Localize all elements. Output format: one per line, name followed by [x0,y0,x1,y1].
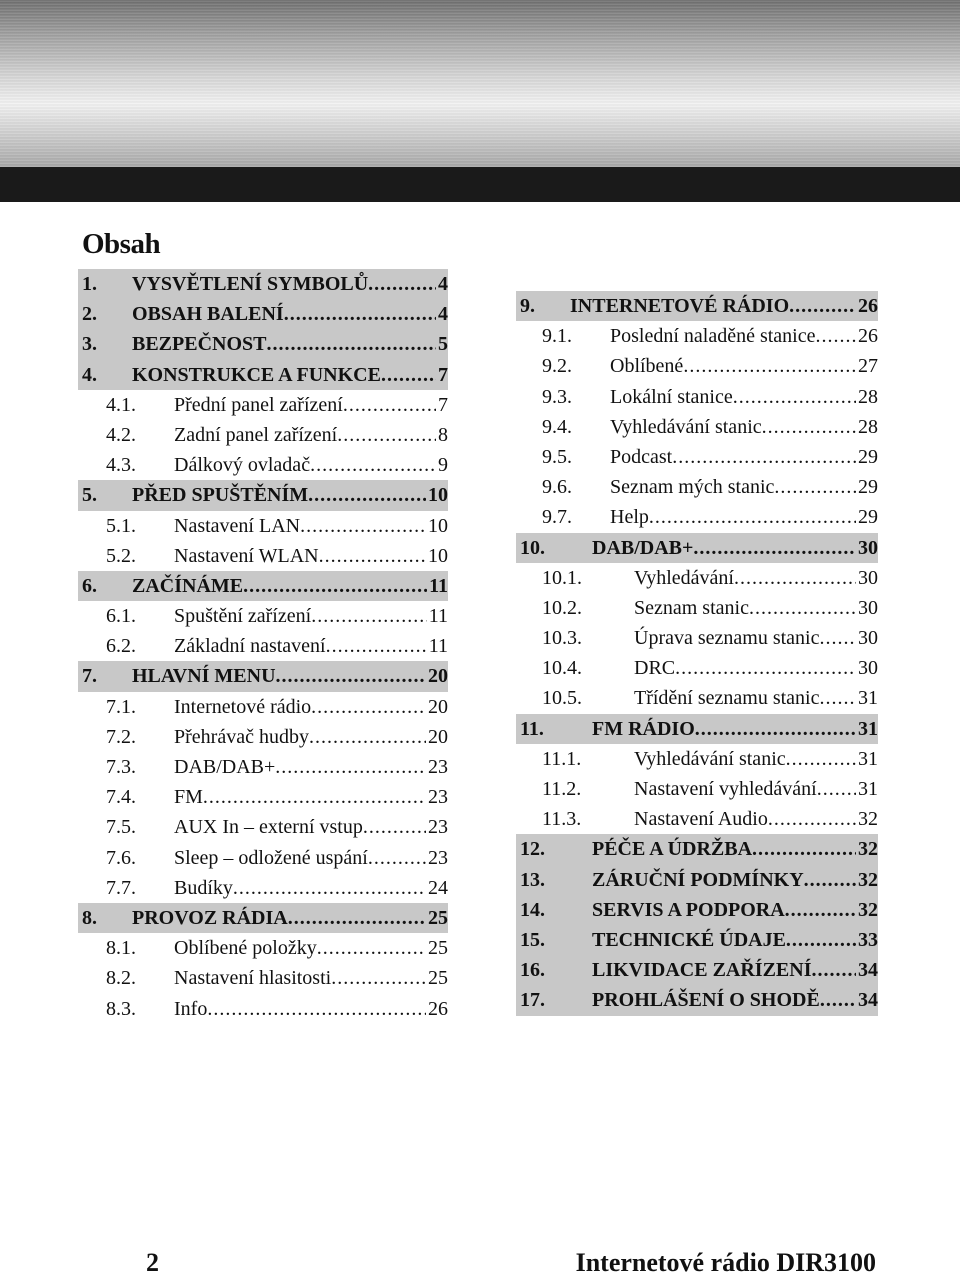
toc-chapter-entry[interactable] [516,955,878,985]
toc-entry-number: 4.1. [106,393,136,416]
toc-dot-leader [309,722,426,752]
toc-entry-number: 9.1. [542,325,572,348]
toc-entry-page: 29 [858,506,878,529]
toc-dot-leader [326,631,427,661]
toc-chapter-entry[interactable] [78,329,448,359]
toc-section-entry[interactable] [516,321,878,351]
toc-chapter-entry[interactable] [78,360,448,390]
toc-section-entry[interactable] [78,752,448,782]
toc-dot-leader [368,269,436,299]
toc-entry-number: 16. [520,959,545,982]
toc-entry-label: Podcast [610,445,673,468]
toc-chapter-entry[interactable] [78,661,448,691]
toc-entry-page: 30 [858,657,878,680]
toc-dot-leader [749,593,856,623]
toc-entry-label: Oblíbené [610,355,684,378]
toc-entry-label: Oblíbené položky [174,937,317,960]
toc-dot-leader [317,933,426,963]
toc-entry-label: KONSTRUKCE A FUNKCE [132,363,381,386]
toc-dot-leader [337,420,436,450]
toc-entry-page: 23 [428,816,448,839]
toc-chapter-entry[interactable] [516,714,878,744]
toc-entry-number: 6.2. [106,635,136,658]
toc-section-entry[interactable] [516,804,878,834]
toc-entry-label: TECHNICKÉ ÚDAJE [592,928,786,951]
toc-entry-page: 23 [428,846,448,869]
toc-entry-number: 10.2. [542,596,582,619]
toc-entry-page: 11 [429,574,448,597]
toc-section-entry[interactable] [78,692,448,722]
toc-entry-number: 15. [520,928,545,951]
toc-dot-leader [789,291,856,321]
toc-entry-label: AUX In – externí vstup [174,816,363,839]
toc-entry-number: 9.2. [542,355,572,378]
toc-entry-number: 4.3. [106,454,136,477]
toc-entry-number: 9.6. [542,476,572,499]
toc-entry-page: 24 [428,876,448,899]
toc-entry-page: 28 [858,415,878,438]
toc-right-column [516,291,878,1016]
toc-dot-leader [683,351,856,381]
toc-entry-number: 5. [82,484,97,507]
toc-dot-leader [649,502,856,532]
toc-entry-page: 33 [858,928,878,951]
toc-dot-leader [817,774,856,804]
toc-entry-label: Úprava seznamu stanic [634,627,820,650]
toc-dot-leader [266,329,436,359]
toc-dot-leader [381,360,436,390]
toc-entry-number: 8.3. [106,997,136,1020]
toc-section-entry[interactable] [78,933,448,963]
toc-entry-number: 17. [520,989,545,1012]
toc-entry-number: 2. [82,303,97,326]
toc-entry-label: Zadní panel zařízení [174,423,338,446]
toc-section-entry[interactable] [516,382,878,412]
toc-dot-leader [786,744,856,774]
toc-left-column [78,269,448,1024]
header-black-bar [0,167,960,202]
toc-dot-leader [734,563,856,593]
toc-entry-label: Nastavení WLAN [174,544,319,567]
toc-entry-number: 3. [82,333,97,356]
toc-entry-number: 1. [82,273,97,295]
toc-entry-label: Vyhledávání [634,566,734,589]
toc-entry-number: 8.2. [106,967,136,990]
toc-entry-page: 25 [428,937,448,960]
toc-chapter-entry[interactable] [516,925,878,955]
toc-entry-label: OBSAH BALENÍ [132,303,284,326]
toc-dot-leader [762,412,856,442]
toc-dot-leader [363,812,426,842]
toc-section-entry[interactable] [516,683,878,713]
toc-section-entry[interactable] [78,873,448,903]
toc-dot-leader [804,865,856,895]
toc-entry-number: 7. [82,665,97,688]
toc-entry-number: 11.2. [542,778,582,800]
toc-entry-number: 4. [82,363,97,386]
toc-entry-number: 9.7. [542,506,572,529]
toc-entry-page: 5 [438,333,448,356]
toc-dot-leader [203,782,426,812]
toc-entry-page: 32 [858,838,878,861]
toc-chapter-entry[interactable] [516,533,878,563]
toc-chapter-entry[interactable] [78,480,448,510]
toc-chapter-entry[interactable] [78,571,448,601]
toc-entry-label: Poslední naladěné stanice [610,325,816,348]
toc-entry-page: 32 [858,808,878,831]
toc-entry-number: 8. [82,906,97,929]
toc-entry-label: VYSVĚTLENÍ SYMBOLŮ [132,273,369,295]
toc-entry-label: SERVIS A PODPORA [592,898,785,921]
toc-entry-label: Budíky [174,876,233,899]
toc-entry-number: 10.4. [542,657,582,680]
toc-entry-number: 6.1. [106,605,136,628]
toc-chapter-entry[interactable] [516,985,878,1015]
toc-entry-label: Spuštění zařízení [174,605,312,628]
toc-entry-page: 32 [858,898,878,921]
toc-entry-number: 10.5. [542,687,582,710]
toc-entry-label: DAB/DAB+ [174,756,276,778]
toc-chapter-entry[interactable] [516,834,878,864]
toc-dot-leader [331,963,426,993]
toc-entry-label: PŘED SPUŠTĚNÍM [132,484,309,507]
toc-entry-label: HLAVNÍ MENU [132,665,276,688]
toc-dot-leader [275,752,426,782]
toc-entry-page: 11 [428,605,448,628]
page-title: Obsah [82,228,161,260]
toc-entry-page: 31 [858,687,878,710]
toc-entry-page: 26 [428,997,448,1020]
toc-dot-leader [820,683,857,713]
toc-section-entry[interactable] [78,511,448,541]
toc-entry-page: 4 [438,303,448,326]
toc-entry-label: Nastavení vyhledávání [634,778,817,800]
toc-entry-number: 10. [520,536,545,559]
toc-entry-page: 26 [858,325,878,348]
toc-entry-label: ZAČÍNÁME [132,574,244,597]
toc-section-entry[interactable] [78,601,448,631]
toc-entry-number: 12. [520,838,545,861]
toc-entry-page: 10 [428,544,448,567]
toc-entry-number: 10.3. [542,627,582,650]
toc-entry-label: PÉČE A ÚDRŽBA [592,838,753,861]
toc-entry-label: Nastavení hlasitosti [174,967,332,990]
toc-section-entry[interactable] [78,963,448,993]
toc-section-entry[interactable] [78,390,448,420]
toc-entry-page: 34 [858,989,878,1012]
toc-entry-label: Vyhledávání stanic [610,415,762,438]
toc-chapter-entry[interactable] [516,865,878,895]
toc-dot-leader [243,571,427,601]
toc-dot-leader [752,834,856,864]
toc-dot-leader [768,804,856,834]
toc-entry-page: 20 [428,665,448,688]
toc-entry-page: 7 [438,363,448,386]
toc-entry-page: 32 [858,868,878,891]
toc-entry-label: Internetové rádio [174,695,312,718]
toc-entry-page: 30 [858,596,878,619]
toc-entry-page: 9 [438,454,448,477]
toc-entry-number: 7.2. [106,725,136,748]
toc-entry-label: LIKVIDACE ZAŘÍZENÍ [592,959,812,982]
footer-document-title: Internetové rádio DIR3100 [575,1248,876,1277]
toc-entry-page: 29 [858,445,878,468]
header-gradient-band [0,0,960,167]
toc-entry-label: Přední panel zařízení [174,393,343,416]
toc-entry-page: 26 [858,295,878,317]
toc-entry-page: 27 [858,355,878,378]
toc-dot-leader [343,390,436,420]
toc-section-entry[interactable] [516,623,878,653]
toc-chapter-entry[interactable] [516,895,878,925]
toc-entry-label: BEZPEČNOST [132,333,267,356]
toc-entry-label: INTERNETOVÉ RÁDIO [570,295,790,317]
toc-entry-page: 7 [438,393,448,416]
toc-section-entry[interactable] [78,631,448,661]
toc-entry-number: 5.1. [106,514,136,537]
toc-entry-number: 5.2. [106,544,136,567]
toc-section-entry[interactable] [516,442,878,472]
toc-dot-leader [695,714,856,744]
toc-entry-page: 4 [438,273,448,295]
toc-dot-leader [733,382,856,412]
toc-entry-number: 7.1. [106,695,136,718]
toc-dot-leader [785,895,856,925]
toc-section-entry[interactable] [78,541,448,571]
toc-entry-page: 20 [428,695,448,718]
toc-entry-page: 30 [858,536,878,559]
toc-chapter-entry[interactable] [78,269,448,299]
toc-dot-leader [786,925,856,955]
toc-entry-page: 30 [858,627,878,650]
toc-entry-page: 34 [858,959,878,982]
toc-entry-page: 25 [428,906,448,929]
toc-entry-number: 9.4. [542,415,572,438]
toc-entry-label: Nastavení Audio [634,808,768,831]
toc-section-entry[interactable] [516,412,878,442]
toc-dot-leader [233,873,426,903]
toc-entry-page: 31 [858,747,878,770]
toc-entry-page: 11 [428,635,448,658]
toc-entry-number: 7.4. [106,786,136,809]
toc-dot-leader [319,541,426,571]
toc-entry-label: Lokální stanice [610,385,733,408]
toc-section-entry[interactable] [78,843,448,873]
toc-entry-number: 7.6. [106,846,136,869]
toc-dot-leader [819,623,856,653]
toc-entry-label: Info [174,997,208,1020]
toc-entry-label: PROVOZ RÁDIA [132,906,288,929]
toc-dot-leader [311,692,426,722]
toc-chapter-entry[interactable] [516,291,878,321]
toc-section-entry[interactable] [78,450,448,480]
toc-entry-page: 23 [428,756,448,778]
toc-section-entry[interactable] [78,722,448,752]
toc-section-entry[interactable] [516,774,878,804]
toc-entry-page: 10 [428,484,448,507]
toc-entry-page: 29 [858,476,878,499]
toc-entry-number: 4.2. [106,423,136,446]
toc-section-entry[interactable] [516,653,878,683]
toc-entry-number: 11. [520,717,544,740]
toc-chapter-entry[interactable] [78,903,448,933]
toc-entry-number: 9.5. [542,445,572,468]
toc-dot-leader [300,511,426,541]
toc-entry-label: Nastavení LAN [174,514,301,537]
toc-entry-label: Sleep – odložené uspání [174,846,368,869]
toc-dot-leader [310,450,436,480]
toc-section-entry[interactable] [78,420,448,450]
toc-dot-leader [816,321,857,351]
toc-entry-number: 7.5. [106,816,136,839]
toc-chapter-entry[interactable] [78,299,448,329]
toc-entry-label: ZÁRUČNÍ PODMÍNKY [592,868,804,891]
footer-page-number: 2 [146,1248,159,1277]
toc-entry-number: 8.1. [106,937,136,960]
toc-entry-number: 11.1. [542,747,582,770]
toc-entry-number: 9. [520,295,535,317]
toc-dot-leader [308,480,426,510]
toc-entry-label: DRC [634,657,676,680]
toc-dot-leader [812,955,857,985]
toc-entry-label: Přehrávač hudby [174,725,309,748]
toc-dot-leader [288,903,426,933]
toc-entry-number: 6. [82,574,97,597]
toc-entry-label: Základní nastavení [174,635,326,658]
toc-dot-leader [774,472,856,502]
toc-entry-page: 31 [858,717,878,740]
toc-entry-label: Seznam stanic [634,596,749,619]
toc-entry-page: 30 [858,566,878,589]
toc-entry-number: 11.3. [542,808,582,831]
toc-section-entry[interactable] [516,502,878,532]
toc-dot-leader [284,299,436,329]
toc-entry-label: FM [174,786,203,809]
toc-entry-number: 14. [520,898,545,921]
toc-entry-label: DAB/DAB+ [592,536,694,559]
toc-entry-label: FM RÁDIO [592,717,695,740]
toc-dot-leader [693,533,856,563]
toc-section-entry[interactable] [516,563,878,593]
toc-section-entry[interactable] [516,593,878,623]
toc-dot-leader [207,994,426,1024]
toc-entry-number: 13. [520,868,545,891]
toc-section-entry[interactable] [516,351,878,381]
toc-entry-number: 10.1. [542,566,582,589]
toc-entry-page: 10 [428,514,448,537]
toc-section-entry[interactable] [78,782,448,812]
toc-entry-number: 7.7. [106,876,136,899]
toc-section-entry[interactable] [516,744,878,774]
toc-entry-number: 9.3. [542,385,572,408]
toc-entry-page: 23 [428,786,448,809]
toc-entry-page: 31 [858,778,878,800]
toc-entry-page: 20 [428,725,448,748]
toc-dot-leader [368,843,426,873]
toc-section-entry[interactable] [78,994,448,1024]
toc-entry-page: 28 [858,385,878,408]
toc-section-entry[interactable] [516,472,878,502]
toc-entry-number: 7.3. [106,756,136,778]
toc-entry-label: Vyhledávání stanic [634,747,786,770]
toc-dot-leader [675,653,856,683]
toc-dot-leader [820,985,856,1015]
toc-dot-leader [311,601,427,631]
toc-entry-label: Help [610,506,649,529]
toc-dot-leader [672,442,856,472]
toc-section-entry[interactable] [78,812,448,842]
toc-entry-label: PROHLÁŠENÍ O SHODĚ [592,989,820,1012]
toc-entry-page: 8 [438,423,448,446]
toc-dot-leader [276,661,426,691]
toc-entry-label: Seznam mých stanic [610,476,775,499]
toc-entry-label: Třídění seznamu stanic [634,687,820,710]
toc-entry-page: 25 [428,967,448,990]
toc-entry-label: Dálkový ovladač [174,454,311,477]
